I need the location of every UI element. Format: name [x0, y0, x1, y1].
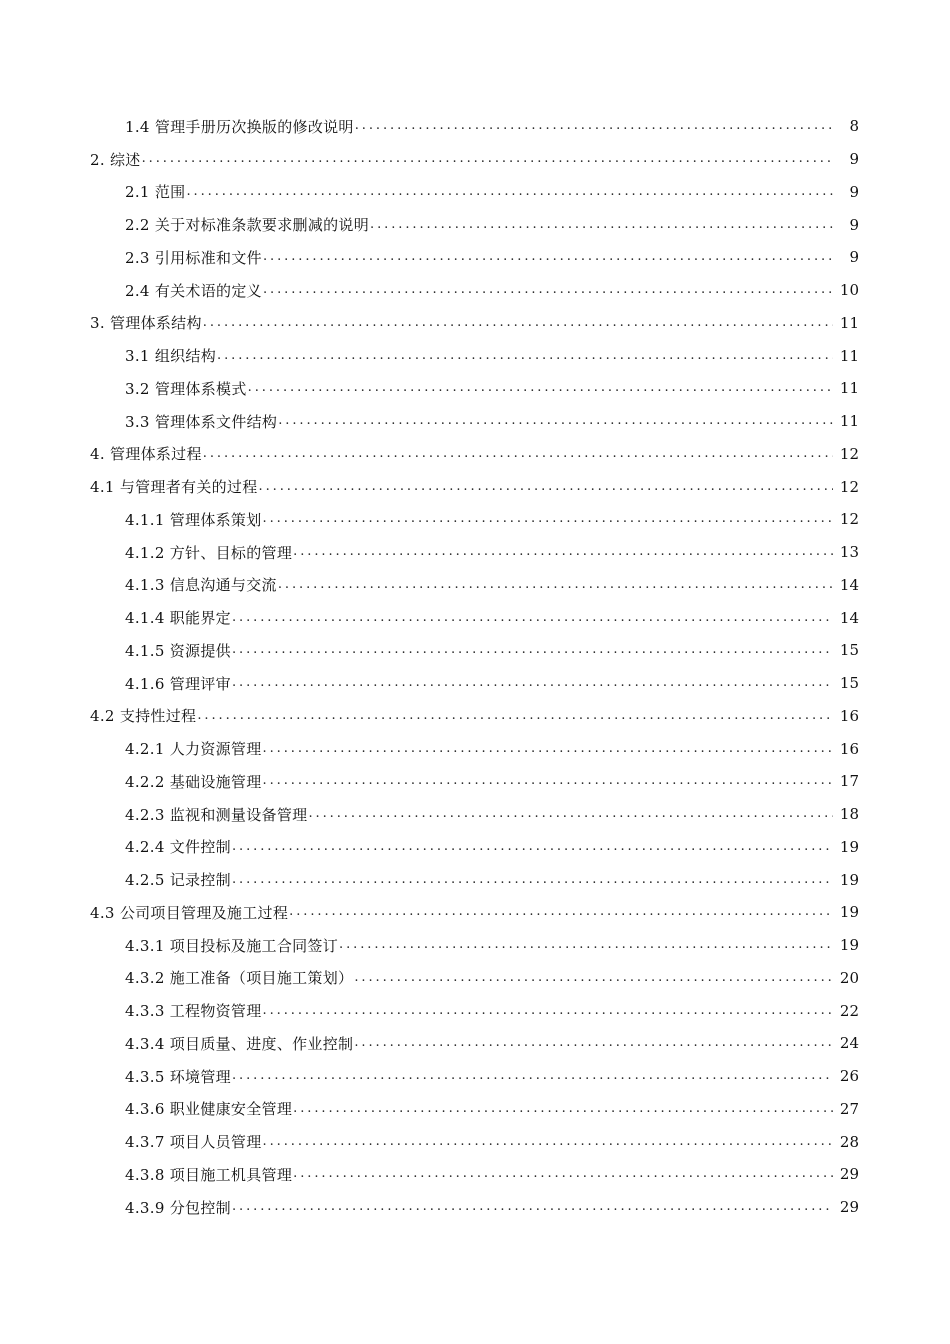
toc-entry[interactable] — [0, 569, 950, 602]
toc-entry-title: 3. 管理体系结构 — [90, 314, 202, 333]
toc-page-number: 9 — [849, 182, 859, 201]
toc-entry-title: 4.1.6 管理评审 — [125, 674, 231, 693]
toc-dot-leader — [232, 871, 833, 889]
toc-entry-title: 4.3 公司项目管理及施工过程 — [90, 903, 289, 922]
toc-dot-leader — [232, 641, 833, 659]
toc-entry[interactable] — [0, 765, 950, 798]
toc-dot-leader — [308, 805, 833, 823]
toc-entry[interactable] — [0, 732, 950, 765]
toc-entry[interactable] — [0, 470, 950, 503]
toc-page-number: 16 — [839, 739, 859, 758]
toc-page-number: 19 — [839, 870, 859, 889]
toc-page-number: 24 — [839, 1034, 859, 1053]
toc-page-number: 27 — [839, 1099, 859, 1118]
toc-entry[interactable] — [0, 1191, 950, 1224]
toc-entry-title: 2.1 范围 — [125, 183, 186, 202]
toc-entry-title: 3.3 管理体系文件结构 — [125, 412, 278, 431]
toc-page-number: 18 — [839, 805, 859, 824]
toc-entry[interactable] — [0, 601, 950, 634]
toc-entry[interactable] — [0, 831, 950, 864]
toc-dot-leader — [259, 478, 833, 496]
toc-dot-leader — [186, 183, 833, 201]
toc-entry-title: 4.1.5 资源提供 — [125, 641, 231, 660]
toc-dot-leader — [354, 1034, 833, 1052]
toc-page-number: 13 — [839, 543, 859, 562]
toc-entry[interactable] — [0, 176, 950, 209]
toc-page-number: 9 — [849, 215, 859, 234]
toc-page-number: 29 — [839, 1198, 859, 1217]
toc-entry-title: 4.3.9 分包控制 — [125, 1198, 231, 1217]
toc-entry[interactable] — [0, 307, 950, 340]
toc-page-number: 11 — [839, 313, 859, 332]
toc-page-number: 14 — [839, 575, 859, 594]
toc-entry[interactable] — [0, 274, 950, 307]
toc-entry[interactable] — [0, 1125, 950, 1158]
toc-dot-leader — [263, 510, 833, 528]
toc-dot-leader — [370, 216, 833, 234]
toc-dot-leader — [263, 1002, 833, 1020]
toc-dot-leader — [289, 903, 833, 921]
toc-dot-leader — [203, 445, 833, 463]
toc-entry-title: 4.2.4 文件控制 — [125, 838, 231, 857]
toc-dot-leader — [232, 1067, 833, 1085]
toc-entry[interactable] — [0, 929, 950, 962]
toc-entry-title: 2. 综述 — [90, 150, 141, 169]
toc-page-number: 28 — [839, 1132, 859, 1151]
toc-dot-leader — [293, 1100, 833, 1118]
toc-dot-leader — [248, 379, 833, 397]
toc-dot-leader — [217, 347, 833, 365]
toc-entry[interactable] — [0, 1027, 950, 1060]
toc-page-number: 15 — [839, 641, 859, 660]
toc-dot-leader — [263, 281, 833, 299]
toc-dot-leader — [339, 936, 833, 954]
toc-dot-leader — [232, 609, 833, 627]
toc-entry[interactable] — [0, 634, 950, 667]
toc-page-number: 11 — [839, 379, 859, 398]
toc-entry-title: 4.3.8 项目施工机具管理 — [125, 1165, 293, 1184]
toc-entry-title: 4.3.3 工程物资管理 — [125, 1002, 262, 1021]
toc-entry-title: 4.1.4 职能界定 — [125, 609, 231, 628]
toc-page-number: 12 — [839, 510, 859, 529]
toc-entry[interactable] — [0, 143, 950, 176]
toc-entry-title: 4.3.5 环境管理 — [125, 1067, 231, 1086]
toc-dot-leader — [354, 969, 833, 987]
toc-dot-leader — [203, 314, 833, 332]
toc-page-number: 11 — [839, 346, 859, 365]
table-of-contents — [0, 110, 950, 1224]
toc-dot-leader — [142, 150, 833, 168]
toc-dot-leader — [263, 772, 833, 790]
toc-page-number: 14 — [839, 608, 859, 627]
toc-entry[interactable] — [0, 372, 950, 405]
toc-entry-title: 3.1 组织结构 — [125, 347, 217, 366]
toc-page-number: 29 — [839, 1165, 859, 1184]
toc-entry[interactable] — [0, 536, 950, 569]
toc-entry-title: 1.4 管理手册历次换版的修改说明 — [125, 117, 354, 136]
toc-dot-leader — [232, 838, 833, 856]
toc-entry[interactable] — [0, 994, 950, 1027]
toc-entry-title: 4.2.1 人力资源管理 — [125, 740, 262, 759]
toc-dot-leader — [278, 412, 833, 430]
toc-dot-leader — [293, 1165, 833, 1183]
toc-page-number: 17 — [839, 772, 859, 791]
toc-page-number: 12 — [839, 444, 859, 463]
toc-page-number: 26 — [839, 1067, 859, 1086]
toc-entry[interactable] — [0, 438, 950, 471]
toc-entry[interactable] — [0, 1060, 950, 1093]
toc-page-number: 22 — [839, 1001, 859, 1020]
toc-page-number: 19 — [839, 903, 859, 922]
toc-dot-leader — [232, 674, 833, 692]
toc-page-number: 16 — [839, 706, 859, 725]
toc-entry[interactable] — [0, 339, 950, 372]
toc-dot-leader — [263, 740, 833, 758]
toc-entry-title: 4.2.2 基础设施管理 — [125, 772, 262, 791]
toc-dot-leader — [355, 117, 833, 135]
toc-entry[interactable] — [0, 798, 950, 831]
toc-entry-title: 4.2.3 监视和测量设备管理 — [125, 805, 308, 824]
toc-page-number: 15 — [839, 674, 859, 693]
toc-page-number: 10 — [839, 281, 859, 300]
toc-page-number: 19 — [839, 837, 859, 856]
toc-entry[interactable] — [0, 667, 950, 700]
toc-entry-title: 4.1.1 管理体系策划 — [125, 510, 262, 529]
toc-entry[interactable] — [0, 241, 950, 274]
toc-entry[interactable] — [0, 896, 950, 929]
toc-entry[interactable] — [0, 863, 950, 896]
toc-page-number: 11 — [839, 412, 859, 431]
toc-entry-title: 4. 管理体系过程 — [90, 445, 202, 464]
toc-entry-title: 2.3 引用标准和文件 — [125, 248, 262, 267]
toc-entry[interactable] — [0, 1093, 950, 1126]
toc-entry-title: 4.2.5 记录控制 — [125, 871, 231, 890]
toc-page-number: 12 — [839, 477, 859, 496]
toc-entry-title: 4.3.2 施工准备（项目施工策划） — [125, 969, 354, 988]
toc-entry-title: 2.4 有关术语的定义 — [125, 281, 262, 300]
toc-entry-title: 4.1.3 信息沟通与交流 — [125, 576, 277, 595]
toc-entry[interactable] — [0, 962, 950, 995]
toc-entry-title: 4.3.4 项目质量、进度、作业控制 — [125, 1034, 354, 1053]
toc-page-number: 19 — [839, 936, 859, 955]
toc-entry[interactable] — [0, 1158, 950, 1191]
toc-dot-leader — [232, 1198, 833, 1216]
toc-page-number: 8 — [849, 117, 859, 136]
toc-dot-leader — [293, 543, 833, 561]
toc-entry-title: 2.2 关于对标准条款要求删减的说明 — [125, 216, 370, 235]
toc-dot-leader — [263, 1133, 833, 1151]
toc-dot-leader — [197, 707, 833, 725]
toc-entry-title: 4.2 支持性过程 — [90, 707, 197, 726]
toc-page-number: 20 — [839, 968, 859, 987]
toc-entry-title: 4.3.1 项目投标及施工合同签订 — [125, 936, 339, 955]
toc-page-number: 9 — [849, 248, 859, 267]
toc-entry[interactable] — [0, 700, 950, 733]
toc-entry[interactable] — [0, 110, 950, 143]
toc-entry-title: 4.1.2 方针、目标的管理 — [125, 543, 293, 562]
toc-entry-title: 4.3.7 项目人员管理 — [125, 1133, 262, 1152]
toc-dot-leader — [263, 248, 833, 266]
toc-entry[interactable] — [0, 208, 950, 241]
toc-entry-title: 4.3.6 职业健康安全管理 — [125, 1100, 293, 1119]
toc-entry-title: 3.2 管理体系模式 — [125, 379, 247, 398]
toc-entry[interactable] — [0, 405, 950, 438]
toc-entry[interactable] — [0, 503, 950, 536]
toc-dot-leader — [278, 576, 833, 594]
toc-page-number: 9 — [849, 150, 859, 169]
toc-entry-title: 4.1 与管理者有关的过程 — [90, 478, 258, 497]
